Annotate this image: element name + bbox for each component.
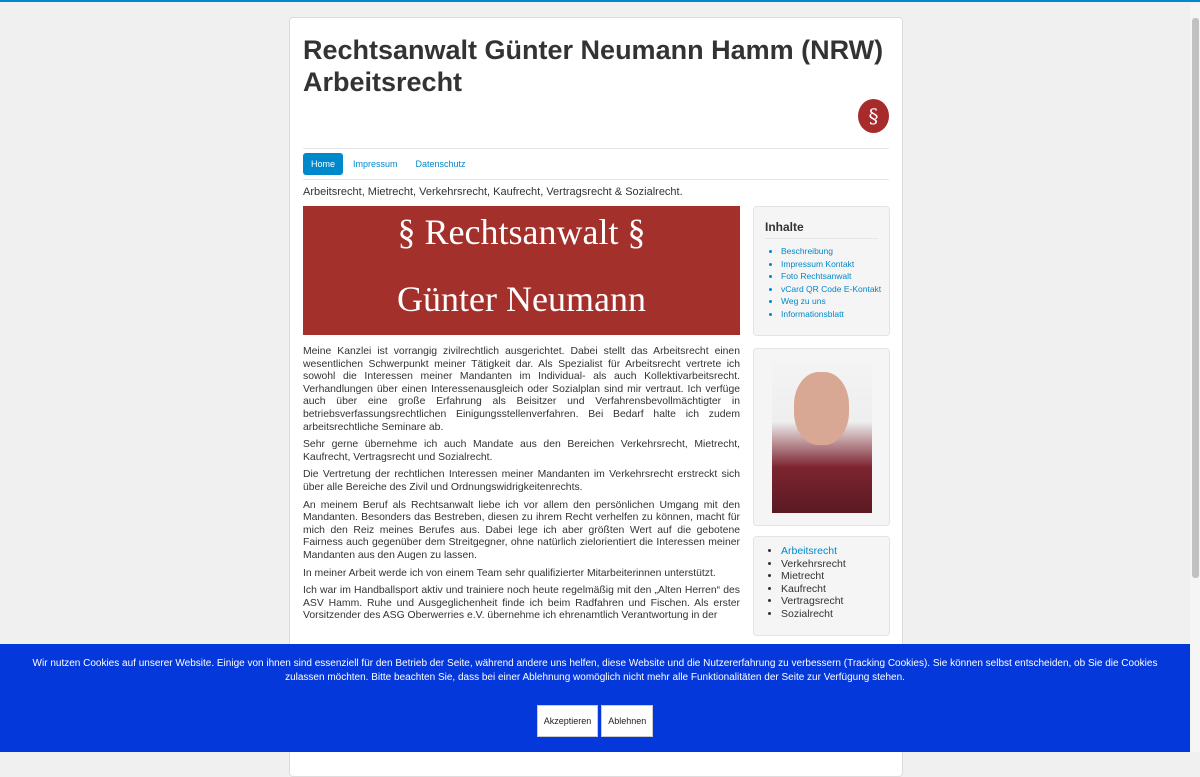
paragraph: An meinem Beruf als Rechtsanwalt liebe ich vor allem den persönlichen Umgang mit den Mandanten. Besonders das Bestreben, diesen zu ihrem Recht verhelfen zu können, macht für mich den Reiz meines Berufes aus. Dabei lege ich aber größten Wert auf die gebotene Fairness auch gegenüber dem Streitgegner, ohne natürlich zielorientiert die Interessen meiner Mandanten aus den Augen zu lassen. bbox=[303, 499, 740, 561]
paragraph: Sehr gerne übernehme ich auch Mandate aus den Bereichen Verkehrsrecht, Mietrecht, Kaufrecht, Vertragsrecht und Sozialrecht. bbox=[303, 439, 740, 463]
areas-panel bbox=[753, 536, 890, 636]
toc-link[interactable]: Informationsblatt bbox=[781, 308, 844, 319]
divider bbox=[303, 148, 889, 149]
paragraph: In meiner Arbeit werde ich von einem Team sehr qualifizierter Mitarbeiterinnen unterstützt. bbox=[303, 567, 716, 579]
paragraph-logo-icon: § bbox=[858, 99, 889, 133]
title-line-1: Rechtsanwalt Günter Neumann Hamm (NRW) bbox=[303, 35, 884, 65]
paragraph: Ich war im Handballsport aktiv und trainiere noch heute regelmäßig mit den „Alten Herren“ des ASV Hamm. Ruhe und Ausgeglichenheit finde ich beim Radfahren und Fischen. Als erster Vorsitzender des ASG Oberwerries e.V. übernehme ich ehrenamtlich Verantwortung in der bbox=[303, 585, 740, 622]
area-item: • Sozialrecht bbox=[781, 608, 889, 621]
toc-link[interactable]: Foto Rechtsanwalt bbox=[781, 271, 852, 281]
divider bbox=[303, 179, 889, 180]
area-item: • Mietrecht bbox=[781, 570, 889, 583]
lawyer-photo bbox=[772, 361, 872, 513]
decline-cookies-button[interactable]: Ablehnen bbox=[601, 705, 653, 737]
scrollbar-thumb[interactable] bbox=[1192, 18, 1199, 578]
banner-line1: § Rechtsanwalt § bbox=[397, 212, 646, 252]
cookie-banner bbox=[0, 644, 1190, 752]
photo-panel bbox=[753, 348, 890, 526]
main-nav bbox=[303, 153, 474, 175]
toc-panel bbox=[753, 206, 890, 336]
paragraph: Die Vertretung der rechtlichen Interessen meiner Mandanten im Verkehrsrecht erstreckt sich über alle Bereiche des Zivil und Ordnungswidrigkeitenrechts. bbox=[303, 469, 740, 493]
banner-line2: Günter Neumann bbox=[397, 279, 646, 319]
page-title bbox=[303, 34, 889, 98]
nav-datenschutz[interactable]: Datenschutz bbox=[415, 159, 466, 169]
toc-link[interactable]: Beschreibung bbox=[781, 246, 833, 256]
area-item: • Vertragsrecht bbox=[781, 595, 889, 608]
toc-title: Inhalte bbox=[765, 220, 878, 239]
article-body bbox=[303, 346, 740, 628]
toc-link[interactable]: Weg zu uns bbox=[781, 296, 826, 306]
toc-link[interactable]: Impressum Kontakt bbox=[781, 258, 855, 269]
nav-impressum[interactable]: Impressum bbox=[353, 159, 398, 169]
cookie-text: Wir nutzen Cookies auf unserer Website. Einige von ihnen sind essenziell für den Betrieb der Seite, während andere uns helfen, diese Website und die Nutzererfahrung zu verbessern (Tracking Cookies). Sie können selbst entscheiden, ob Sie die Cookies zulassen möchten. Bitte beachten Sie, dass bei einer Ablehnung womöglich nicht mehr alle Funktionalitäten der Seite zur Verfügung stehen. bbox=[32, 658, 1158, 683]
banner-image bbox=[303, 206, 740, 335]
tagline: Arbeitsrecht, Mietrecht, Verkehrsrecht, Kaufrecht, Vertragsrecht & Sozialrecht. bbox=[303, 186, 683, 198]
face bbox=[794, 372, 849, 445]
scrollbar[interactable] bbox=[1190, 4, 1200, 752]
accept-cookies-button[interactable]: Akzeptieren bbox=[537, 705, 599, 737]
area-link[interactable]: Arbeitsrecht bbox=[781, 545, 838, 557]
area-item: • Kaufrecht bbox=[781, 583, 889, 596]
paragraph: Meine Kanzlei ist vorrangig zivilrechtlich ausgerichtet. Dabei stellt das Arbeitsrecht einen wesentlichen Schwerpunkt meiner Tätigkeit dar. Als Spezialist für Arbeitsrecht vertrete ich sowohl die Interessen meiner Mandanten im Individual- als auch Kollektivarbeitsrecht. Verhandlungen über einen Interessenausgleich oder Sozialplan sind mir vertraut. Ich verfüge auch über eine große Erfahrung als Beisitzer und Verfahrensbevollmächtigter in betriebsverfassungsrechtlichen Einigungsstellenverfahren. Bei Bedarf halte ich zudem arbeitsrechtliche Seminare ab. bbox=[303, 346, 740, 433]
area-item: • Verkehrsrecht bbox=[781, 558, 889, 571]
title-line-2: Arbeitsrecht bbox=[303, 67, 463, 97]
nav-home[interactable]: Home bbox=[303, 153, 343, 175]
toc-link[interactable]: vCard QR Code E-Kontakt bbox=[781, 283, 882, 294]
